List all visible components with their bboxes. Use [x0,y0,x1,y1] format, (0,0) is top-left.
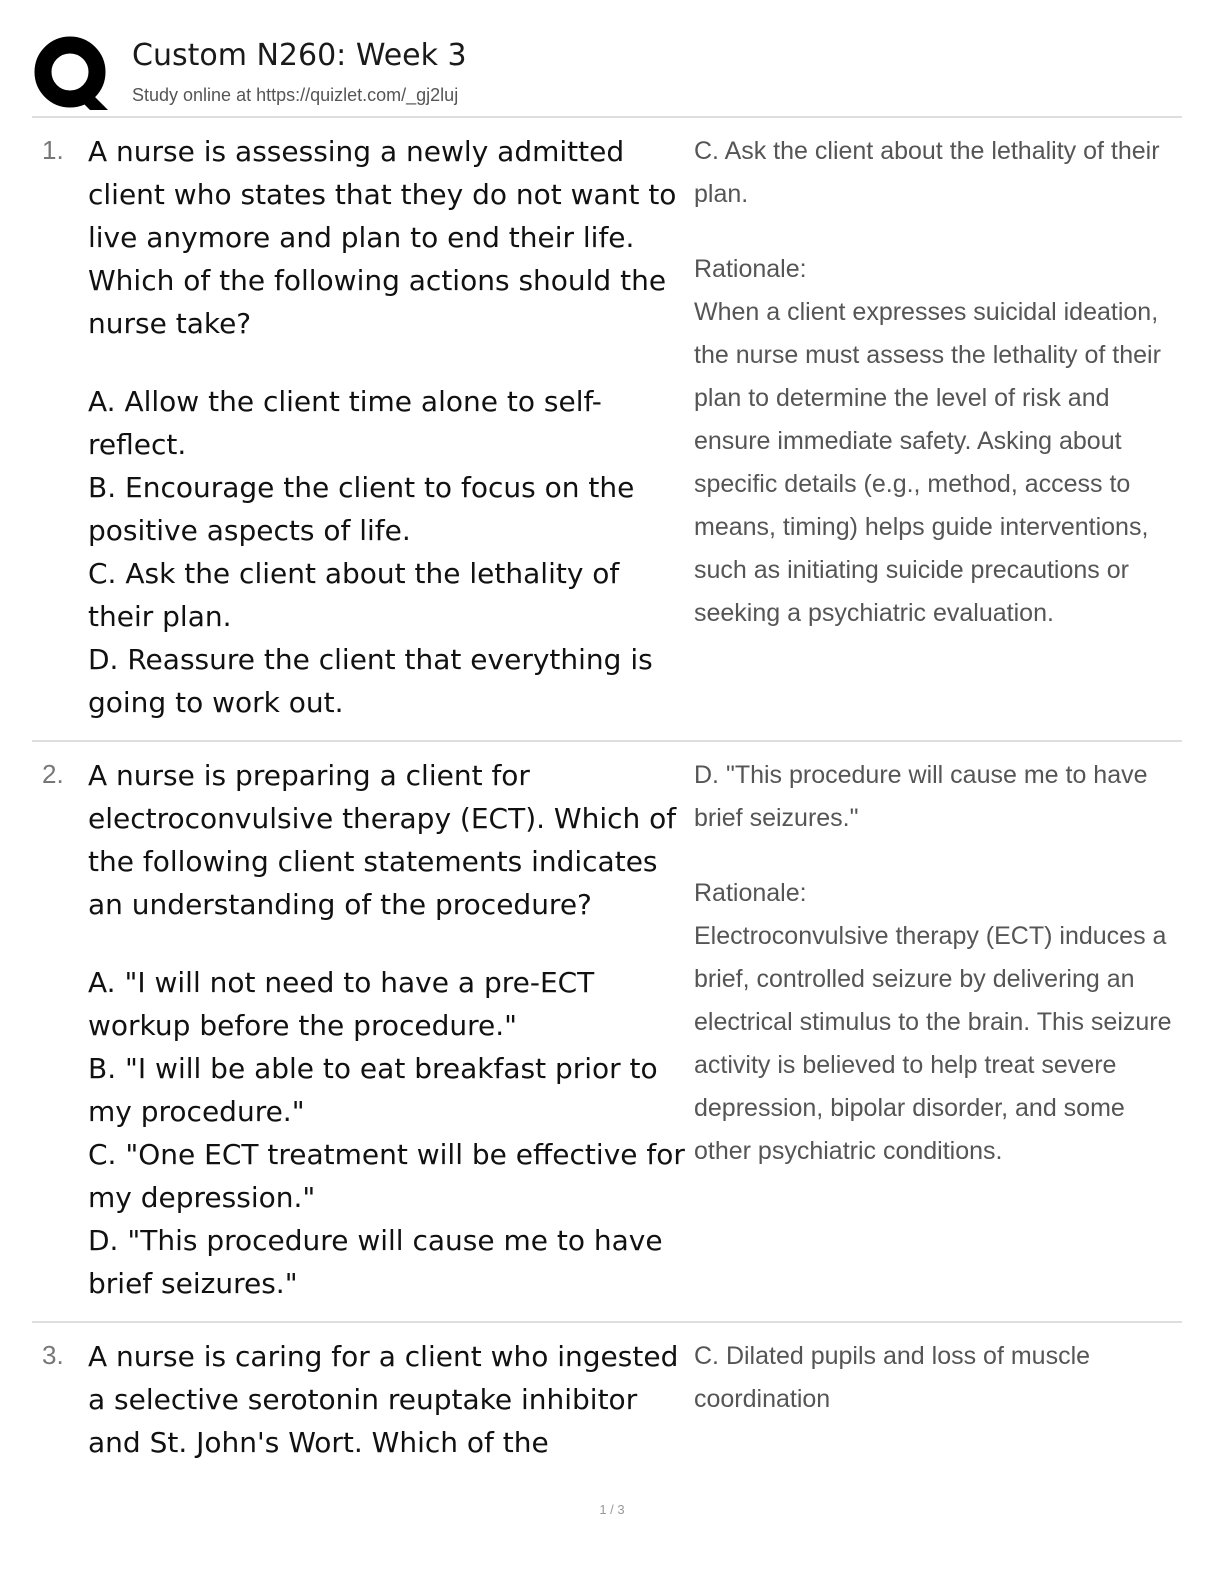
page-title: Custom N260: Week 3 [132,38,467,73]
answer-text [694,130,1174,635]
rationale-body: When a client expresses suicidal ideation, the nurse must assess the lethality of their plan to determine the level of risk and ensure immediate safety. Asking about specific details (e.g., method, access to means, timing) helps guide interventions, such as initiating suicide precautions or seeking a psychiatric evaluation. [694,298,1161,627]
question-stem: A nurse is preparing a client for electroconvulsive therapy (ECT). Which of the following client statements indicates an understanding of the procedure? [88,759,677,921]
answer-text [694,1335,1174,1421]
card-number: 2. [42,759,64,789]
option-c: C. Ask the client about the lethality of their plan. [88,557,620,633]
study-online-link[interactable]: Study online at https://quizlet.com/_gj2luj [132,85,459,105]
answer-choice: D. "This procedure will cause me to have brief seizures." [694,761,1148,832]
divider [32,1321,1182,1323]
card-number: 3. [42,1340,64,1370]
option-a: A. Allow the client time alone to self-reflect. [88,385,602,461]
question-text [88,130,692,724]
rationale-body: Electroconvulsive therapy (ECT) induces a brief, controlled seizure by delivering an electrical stimulus to the brain. This seizure activity is believed to help treat severe depression, bipolar disorder, and some other psychiatric conditions. [694,922,1172,1165]
quizlet-q-logo-icon [32,34,110,112]
option-d: D. Reassure the client that everything is going to work out. [88,643,653,719]
option-b: B. "I will be able to eat breakfast prior to my procedure." [88,1052,658,1128]
divider [32,740,1182,742]
card-number: 1. [42,135,64,165]
option-b: B. Encourage the client to focus on the positive aspects of life. [88,471,635,547]
answer-text [694,754,1174,1173]
page-header [32,30,1182,114]
option-a: A. "I will not need to have a pre-ECT workup before the procedure." [88,966,595,1042]
rationale-label: Rationale: [694,255,807,283]
answer-choice: C. Dilated pupils and loss of muscle coordination [694,1342,1091,1413]
question-text [88,1335,692,1464]
rationale-label: Rationale: [694,879,807,907]
option-c: C. "One ECT treatment will be effective for my depression." [88,1138,685,1214]
question-text [88,754,692,1305]
question-stem: A nurse is assessing a newly admitted client who states that they do not want to live anymore and plan to end their life. Which of the following actions should the nurse take? [88,135,677,340]
answer-choice: C. Ask the client about the lethality of their plan. [694,137,1160,208]
page-number: 1 / 3 [599,1502,625,1517]
divider [32,116,1182,118]
question-stem: A nurse is caring for a client who ingested a selective serotonin reuptake inhibitor and St. John's Wort. Which of the [88,1340,679,1459]
option-d: D. "This procedure will cause me to have brief seizures." [88,1224,663,1300]
